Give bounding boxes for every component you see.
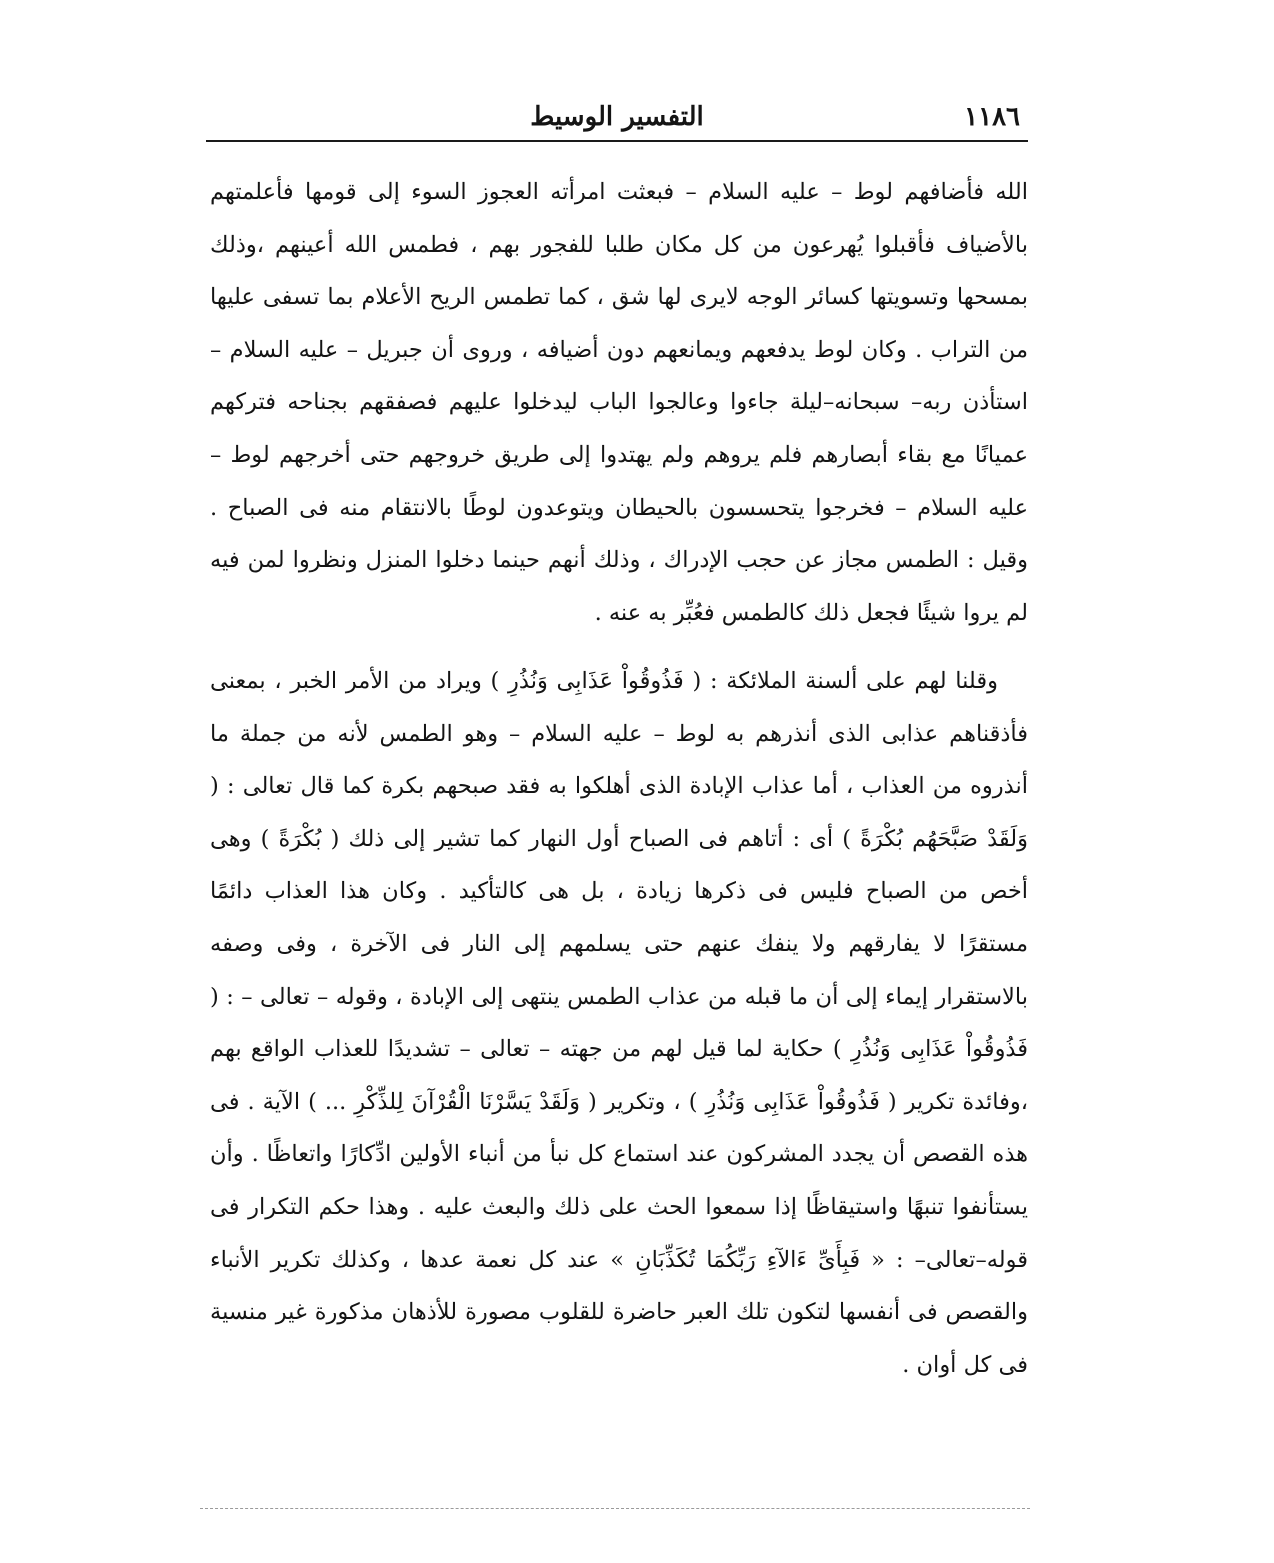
page-header [206,96,1028,138]
page-number: ١١٨٦ [964,102,1020,132]
footer-rule [200,1508,1030,1509]
header-rule [206,140,1028,142]
paragraph-1: الله فأضافهم لوط – عليه السلام – فبعثت امرأته العجوز السوء إلى قومها فأعلمتهم بالأضياف فأقبلوا يُهرعون من كل مكان طلبا للفجور بهم ، فطمس الله أعينهم ،وذلك بمسحها وتسويتها كسائر الوجه لايرى لها شق ، كما تطمس الريح الأعلام بما تسفى عليها من التراب . وكان لوط يدفعهم ويمانعهم دون أضيافه ، وروى أن جبريل – عليه السلام – استأذن ربه– سبحانه–ليلة جاءوا وعالجوا الباب ليدخلوا عليهم فصفقهم بجناحه فتركهم عميانًا مع بقاء أبصارهم فلم يروهم ولم يهتدوا إلى طريق خروجهم حتى أخرجهم لوط – عليه السلام – فخرجوا يتحسسون بالحيطان ويتوعدون لوطًا بالانتقام منه فى الصباح . وقيل : الطمس مجاز عن حجب الإدراك ، وذلك أنهم حينما دخلوا المنزل ونظروا لمن فيه لم يروا شيئًا فجعل ذلك كالطمس فعُبِّر به عنه . [210,179,1028,626]
paragraph-2: وقلنا لهم على ألسنة الملائكة : ( فَذُوقُواْ عَذَابِى وَنُذُرِ ) ويراد من الأمر الخبر ، بمعنى فأذقناهم عذابى الذى أنذرهم به لوط – عليه السلام – وهو الطمس لأنه من جملة ما أنذروه من العذاب ، أما عذاب الإبادة الذى أهلكوا به فقد صبحهم بكرة كما قال تعالى : ( وَلَقَدْ صَبَّحَهُم بُكْرَةً ) أى : أتاهم فى الصباح أول النهار كما تشير إلى ذلك ( بُكْرَةً ) وهى أخص من الصباح فليس فى ذكرها زيادة ، بل هى كالتأكيد . وكان هذا العذاب دائمًا مستقرًا لا يفارقهم ولا ينفك عنهم حتى يسلمهم إلى النار فى الآخرة ، وفى وصفه بالاستقرار إيماء إلى أن ما قبله من عذاب الطمس ينتهى إلى الإبادة ، وقوله – تعالى – : ( فَذُوقُواْ عَذَابِى وَنُذُرِ ) حكاية لما قيل لهم من جهته – تعالى – تشديدًا للعذاب الواقع بهم ،وفائدة تكرير ( فَذُوقُواْ عَذَابِى وَنُذُرِ ) ، وتكرير ( وَلَقَدْ يَسَّرْنَا الْقُرْآنَ لِلذِّكْرِ ... ) الآية . فى هذه القصص أن يجدد المشركون عند استماع كل نبأ من أنباء الأولين ادِّكارًا واتعاظًا . وأن يستأنفوا تنبهًا واستيقاظًا إذا سمعوا الحث على ذلك والبعث عليه . وهذا حكم التكرار فى قوله–تعالى– : « فَبِأَىِّ ءَالآءِ رَبِّكُمَا تُكَذِّبَانِ » عند كل نعمة عدها ، وكذلك تكرير الأنباء والقصص فى أنفسها لتكون تلك العبر حاضرة للقلوب مصورة للأذهان مذكورة غير منسية فى كل أوان . [210,668,1028,1378]
running-title: التفسير الوسيط [530,102,704,132]
